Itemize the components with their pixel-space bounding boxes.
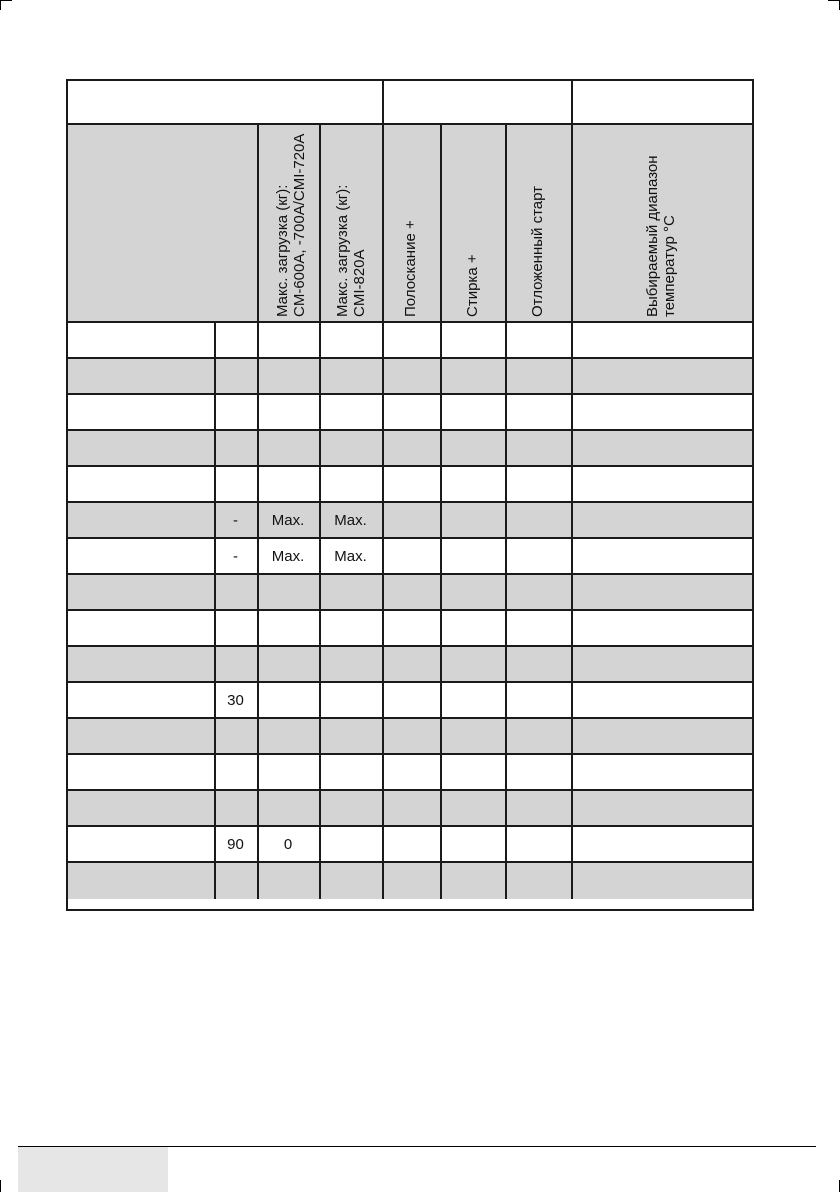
- crop-mark: [0, 0, 12, 1]
- cell-load-a: [257, 647, 319, 683]
- column-divider: [440, 575, 442, 611]
- column-divider: [571, 125, 573, 323]
- cell-load-b: [319, 467, 382, 503]
- table-header: [68, 125, 752, 323]
- header-max-load-a: [274, 134, 308, 317]
- table-row: [68, 611, 752, 647]
- column-divider: [505, 647, 507, 683]
- cell-temp: [214, 863, 257, 899]
- header-temp-range-line2: температур °C: [661, 215, 678, 317]
- column-divider: [257, 125, 259, 323]
- cell-load-b: [319, 755, 382, 791]
- column-divider: [440, 395, 442, 431]
- cell-load-b: Max.: [334, 548, 367, 565]
- column-divider: [382, 683, 384, 719]
- column-divider: [319, 125, 321, 323]
- program-table: [66, 79, 754, 911]
- table-row: [68, 575, 752, 611]
- cell-load-a: Max.: [271, 512, 305, 529]
- cell-temp: 90: [227, 836, 244, 853]
- column-divider: [505, 467, 507, 503]
- cell-load-a: 0: [283, 836, 293, 853]
- crop-mark: [0, 1180, 1, 1192]
- cell-load-a: [257, 431, 319, 467]
- column-divider: [440, 611, 442, 647]
- cell-load-a: [257, 683, 319, 719]
- cell-load-b: [319, 791, 382, 827]
- column-divider: [382, 395, 384, 431]
- column-divider: [382, 575, 384, 611]
- table-row: [68, 539, 752, 575]
- table-row: [68, 719, 752, 755]
- column-divider: [440, 359, 442, 395]
- table-row: [68, 863, 752, 899]
- header-delayed-start: Отложенный старт: [529, 185, 546, 317]
- cell-temp: [214, 323, 257, 359]
- column-divider: [382, 791, 384, 827]
- table-top-band: [68, 81, 752, 125]
- cell-temp: [214, 647, 257, 683]
- column-divider: [440, 791, 442, 827]
- header-temp-range: [644, 155, 678, 317]
- column-divider: [571, 755, 573, 791]
- column-divider: [571, 539, 573, 575]
- header-temp-range-line1: Выбираемый диапазон: [644, 155, 661, 317]
- cell-temp: [214, 791, 257, 827]
- cell-temp: [214, 575, 257, 611]
- cell-temp: [214, 611, 257, 647]
- column-divider: [505, 575, 507, 611]
- column-divider: [505, 755, 507, 791]
- column-divider: [382, 719, 384, 755]
- cell-load-b: [319, 827, 382, 863]
- column-divider: [382, 81, 384, 125]
- column-divider: [382, 125, 384, 323]
- column-divider: [505, 611, 507, 647]
- column-divider: [440, 539, 442, 575]
- cell-load-a: [257, 395, 319, 431]
- column-divider: [440, 683, 442, 719]
- column-divider: [571, 611, 573, 647]
- column-divider: [440, 647, 442, 683]
- column-divider: [505, 827, 507, 863]
- column-divider: [382, 647, 384, 683]
- cell-temp: -: [233, 512, 238, 529]
- table-row: [68, 323, 752, 359]
- table-row: [68, 791, 752, 827]
- column-divider: [505, 683, 507, 719]
- cell-temp: -: [233, 548, 238, 565]
- column-divider: [571, 503, 573, 539]
- column-divider: [505, 539, 507, 575]
- header-max-load-b-line2: CMI-820A: [351, 249, 368, 317]
- cell-load-a: [257, 719, 319, 755]
- column-divider: [505, 359, 507, 395]
- table-row: [68, 647, 752, 683]
- column-divider: [382, 323, 384, 359]
- cell-load-b: [319, 431, 382, 467]
- table-row: [68, 467, 752, 503]
- column-divider: [505, 791, 507, 827]
- crop-mark: [0, 0, 1, 10]
- cell-load-a: [257, 791, 319, 827]
- column-divider: [382, 755, 384, 791]
- cell-load-a: [257, 755, 319, 791]
- column-divider: [440, 863, 442, 899]
- column-divider: [571, 81, 573, 125]
- column-divider: [571, 359, 573, 395]
- cell-load-b: [319, 323, 382, 359]
- table-row: [68, 431, 752, 467]
- column-divider: [571, 575, 573, 611]
- table-row: [68, 683, 752, 719]
- table-row: [68, 503, 752, 539]
- column-divider: [382, 827, 384, 863]
- header-max-load-b-line1: Макс. загрузка (кг):: [334, 184, 351, 317]
- column-divider: [382, 611, 384, 647]
- cell-temp: [214, 755, 257, 791]
- column-divider: [505, 863, 507, 899]
- header-rinse-plus: Полоскание +: [402, 220, 419, 317]
- column-divider: [440, 755, 442, 791]
- column-divider: [440, 467, 442, 503]
- column-divider: [571, 323, 573, 359]
- column-divider: [571, 791, 573, 827]
- header-max-load-a-line2: CM-600A, -700A/CMI-720A: [291, 133, 308, 317]
- cell-load-a: [257, 359, 319, 395]
- cell-load-b: [319, 611, 382, 647]
- footer-page-tab: [18, 1147, 168, 1192]
- header-max-load-a-line1: Макс. загрузка (кг):: [274, 184, 291, 317]
- table-row: [68, 827, 752, 863]
- cell-temp: [214, 431, 257, 467]
- cell-temp: [214, 395, 257, 431]
- table-row: [68, 755, 752, 791]
- column-divider: [505, 719, 507, 755]
- cell-load-a: [257, 467, 319, 503]
- column-divider: [440, 323, 442, 359]
- column-divider: [382, 431, 384, 467]
- column-divider: [382, 359, 384, 395]
- column-divider: [571, 431, 573, 467]
- cell-load-a: [257, 575, 319, 611]
- cell-load-b: [319, 359, 382, 395]
- column-divider: [440, 719, 442, 755]
- table-row: [68, 395, 752, 431]
- column-divider: [571, 683, 573, 719]
- column-divider: [440, 125, 442, 323]
- column-divider: [571, 647, 573, 683]
- cell-temp: [214, 719, 257, 755]
- cell-load-a: [257, 323, 319, 359]
- header-wash-plus: Стирка +: [464, 254, 481, 317]
- cell-load-a: [257, 611, 319, 647]
- column-divider: [505, 125, 507, 323]
- column-divider: [571, 719, 573, 755]
- column-divider: [440, 431, 442, 467]
- column-divider: [505, 323, 507, 359]
- column-divider: [571, 863, 573, 899]
- cell-load-b: Max.: [334, 512, 367, 529]
- cell-temp: [214, 467, 257, 503]
- column-divider: [571, 395, 573, 431]
- cell-temp: [214, 359, 257, 395]
- cell-temp: 30: [227, 692, 244, 709]
- column-divider: [382, 539, 384, 575]
- column-divider: [440, 827, 442, 863]
- column-divider: [505, 395, 507, 431]
- column-divider: [505, 431, 507, 467]
- table-row: [68, 359, 752, 395]
- column-divider: [440, 503, 442, 539]
- cell-load-b: [319, 395, 382, 431]
- column-divider: [382, 503, 384, 539]
- cell-load-b: [319, 575, 382, 611]
- column-divider: [571, 827, 573, 863]
- column-divider: [382, 863, 384, 899]
- column-divider: [571, 467, 573, 503]
- column-divider: [382, 467, 384, 503]
- cell-load-b: [319, 863, 382, 899]
- cell-load-b: [319, 719, 382, 755]
- column-divider: [505, 503, 507, 539]
- cell-load-b: [319, 647, 382, 683]
- cell-load-b: [319, 683, 382, 719]
- cell-load-a: [257, 863, 319, 899]
- header-max-load-b: [334, 185, 368, 317]
- cell-load-a: Max.: [271, 548, 305, 565]
